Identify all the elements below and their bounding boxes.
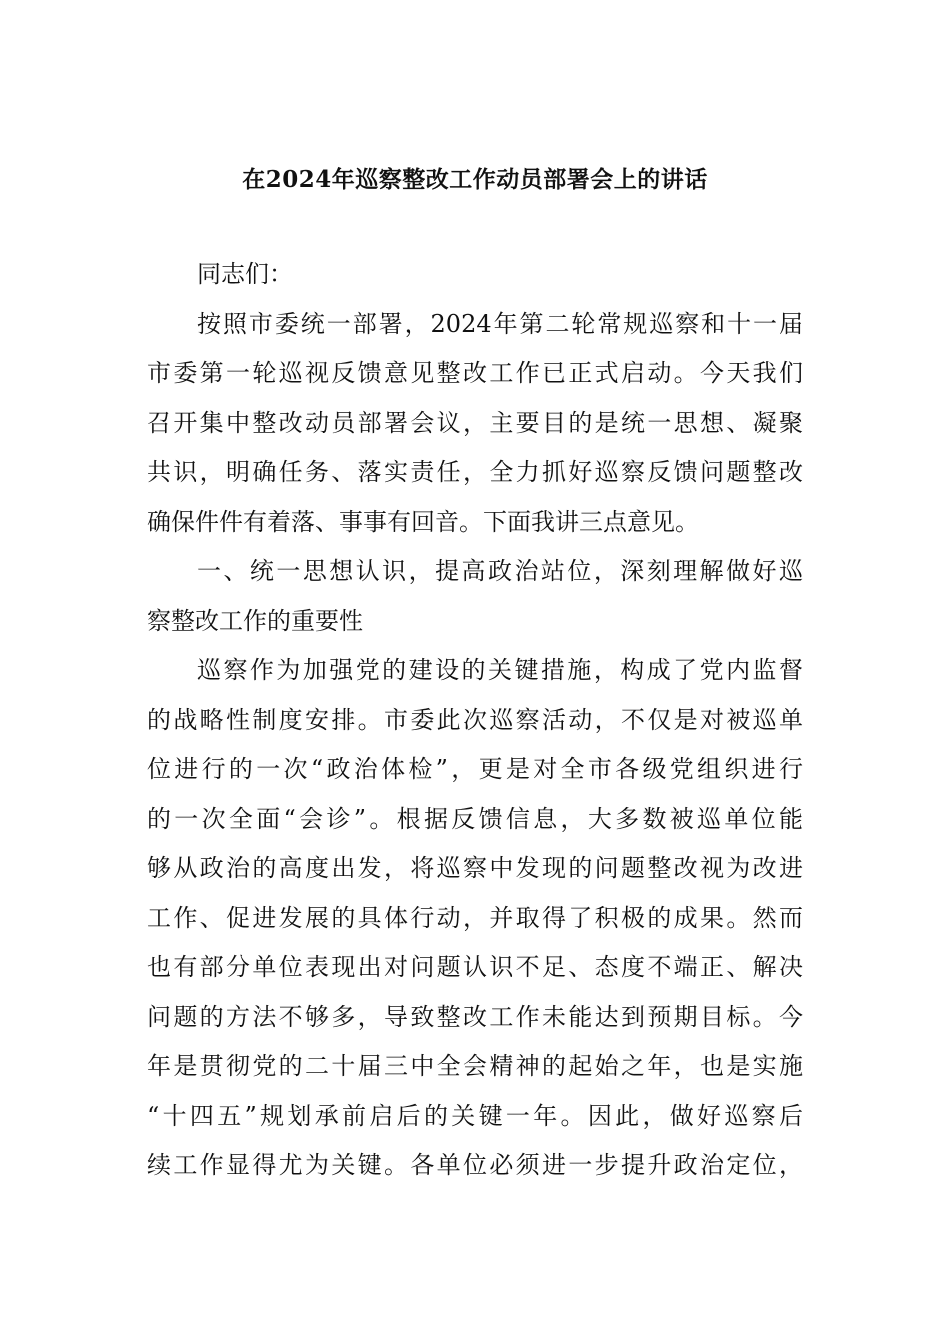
- paragraph-line: 共识，明确任务、落实责任，全力抓好巡察反馈问题整改: [147, 458, 803, 486]
- paragraph-line: 工作、促进发展的具体行动，并取得了积极的成果。然而: [147, 903, 803, 932]
- paragraph-line: 够从政治的高度出发，将巡察中发现的问题整改视为改进: [147, 854, 803, 882]
- paragraph-line: “十四五”规划承前启后的关键一年。因此，做好巡察后: [147, 1101, 803, 1130]
- section-heading-line: 一、统一思想认识，提高政治站位，深刻理解做好巡: [197, 557, 803, 585]
- paragraph-line: 的战略性制度安排。市委此次巡察活动，不仅是对被巡单: [147, 705, 803, 734]
- paragraph-line: 召开集中整改动员部署会议，主要目的是统一思想、凝聚: [147, 408, 803, 437]
- paragraph-line: 的一次全面“会诊”。根据反馈信息，大多数被巡单位能: [147, 804, 803, 833]
- document-title: 在2024年巡察整改工作动员部署会上的讲话: [242, 166, 708, 193]
- paragraph-line: 位进行的一次“政治体检”，更是对全市各级党组织进行: [147, 755, 803, 783]
- salutation-line: 同志们：: [197, 260, 293, 288]
- paragraph-line: 年是贯彻党的二十届三中全会精神的起始之年，也是实施: [147, 1052, 803, 1080]
- paragraph-line: 巡察作为加强党的建设的关键措施，构成了党内监督: [197, 656, 803, 684]
- paragraph-line: 市委第一轮巡视反馈意见整改工作已正式启动。今天我们: [147, 359, 803, 387]
- paragraph-line: 续工作显得尤为关键。各单位必须进一步提升政治定位，: [147, 1151, 803, 1179]
- paragraph-line: 问题的方法不够多，导致整改工作未能达到预期目标。今: [147, 1002, 803, 1031]
- paragraph-line: 也有部分单位表现出对问题认识不足、态度不端正、解决: [147, 953, 803, 981]
- paragraph-line: 确保件件有着落、事事有回音。下面我讲三点意见。: [147, 507, 699, 536]
- paragraph-line: 按照市委统一部署，2024年第二轮常规巡察和十一届: [197, 309, 803, 338]
- document-body: [147, 250, 803, 1191]
- section-heading-line: 察整改工作的重要性: [147, 606, 363, 635]
